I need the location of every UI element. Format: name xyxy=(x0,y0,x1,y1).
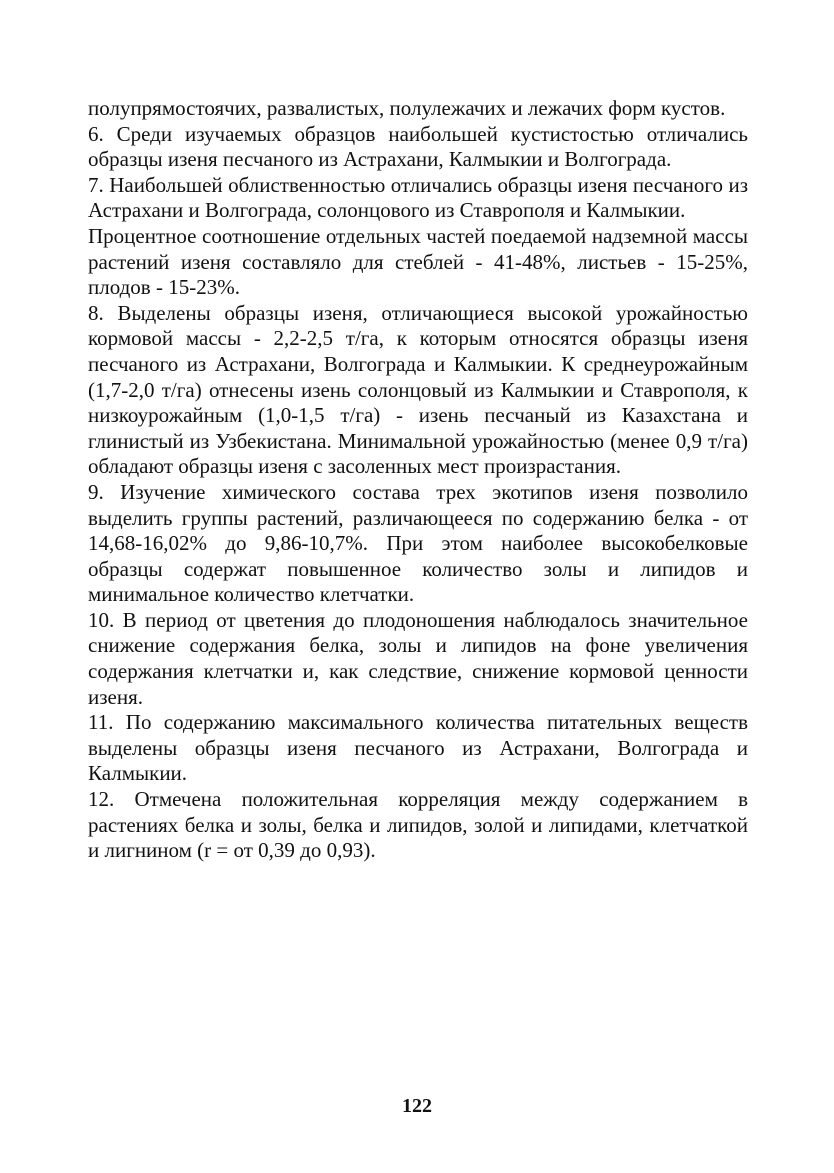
paragraph-continuation: полупрямостоячих, развалистых, полулежачих и лежачих форм кустов. xyxy=(88,96,726,120)
paragraph-10: 10. В период от цветения до плодоношения наблюдалось значительное снижение содержания белка, золы и липидов на фоне увеличения содержания клетчатки и, как следствие, снижение кормовой ценности изеня. xyxy=(88,607,748,709)
paragraph-11: 11. По содержанию максимального количества питательных веществ выделены образцы изеня песчаного из Астрахани, Волгограда и Калмыкии. xyxy=(88,710,748,786)
paragraph-percent-ratio: Процентное соотношение отдельных частей поедаемой надземной массы растений изеня составляло для стеблей - 41-48%, листьев - 15-25%, плодов - 15-23%. xyxy=(88,223,748,300)
page-number: 122 xyxy=(402,1095,432,1117)
paragraph-8: 8. Выделены образцы изеня, отличающиеся высокой урожайностью кормовой массы - 2,2-2,5 т/га, к которым относятся образцы изеня песчаного из Астрахани, Волгограда и Калмыкии. К среднеурожайным (1,7-2,0 т/га) отнесены изень солонцовый из Калмыкии и Ставрополя, к низкоурожайным (1,0-1,5 т/га) - изень песчаный из Казахстана и глинистый из Узбекистана. Минимальной урожайностью (менее 0,9 т/га) обладают образцы изеня с засоленных мест произрастания. xyxy=(88,300,748,479)
page-body xyxy=(88,96,748,864)
paragraph-6: 6. Среди изучаемых образцов наибольшей кустистостью отличались образцы изеня песчаного из Астрахани, Калмыкии и Волгограда. xyxy=(88,121,748,172)
paragraph-9: 9. Изучение химического состава трех экотипов изеня позволило выделить группы растений, различающееся по содержанию белка - от 14,68-16,02% до 9,86-10,7%. При этом наиболее высокобелковые образцы содержат повышенное количество золы и липидов и минимальное количество клетчатки. xyxy=(88,479,748,607)
paragraph-7: 7. Наибольшей облиственностью отличались образцы изеня песчаного из Астрахани и Волгограда, солонцового из Ставрополя и Калмыкии. xyxy=(88,172,748,223)
paragraph-12: 12. Отмечена положительная корреляция между содержанием в растениях белка и золы, белка и липидов, золой и липидами, клетчаткой и лигнином (r = от 0,39 до 0,93). xyxy=(88,787,748,863)
